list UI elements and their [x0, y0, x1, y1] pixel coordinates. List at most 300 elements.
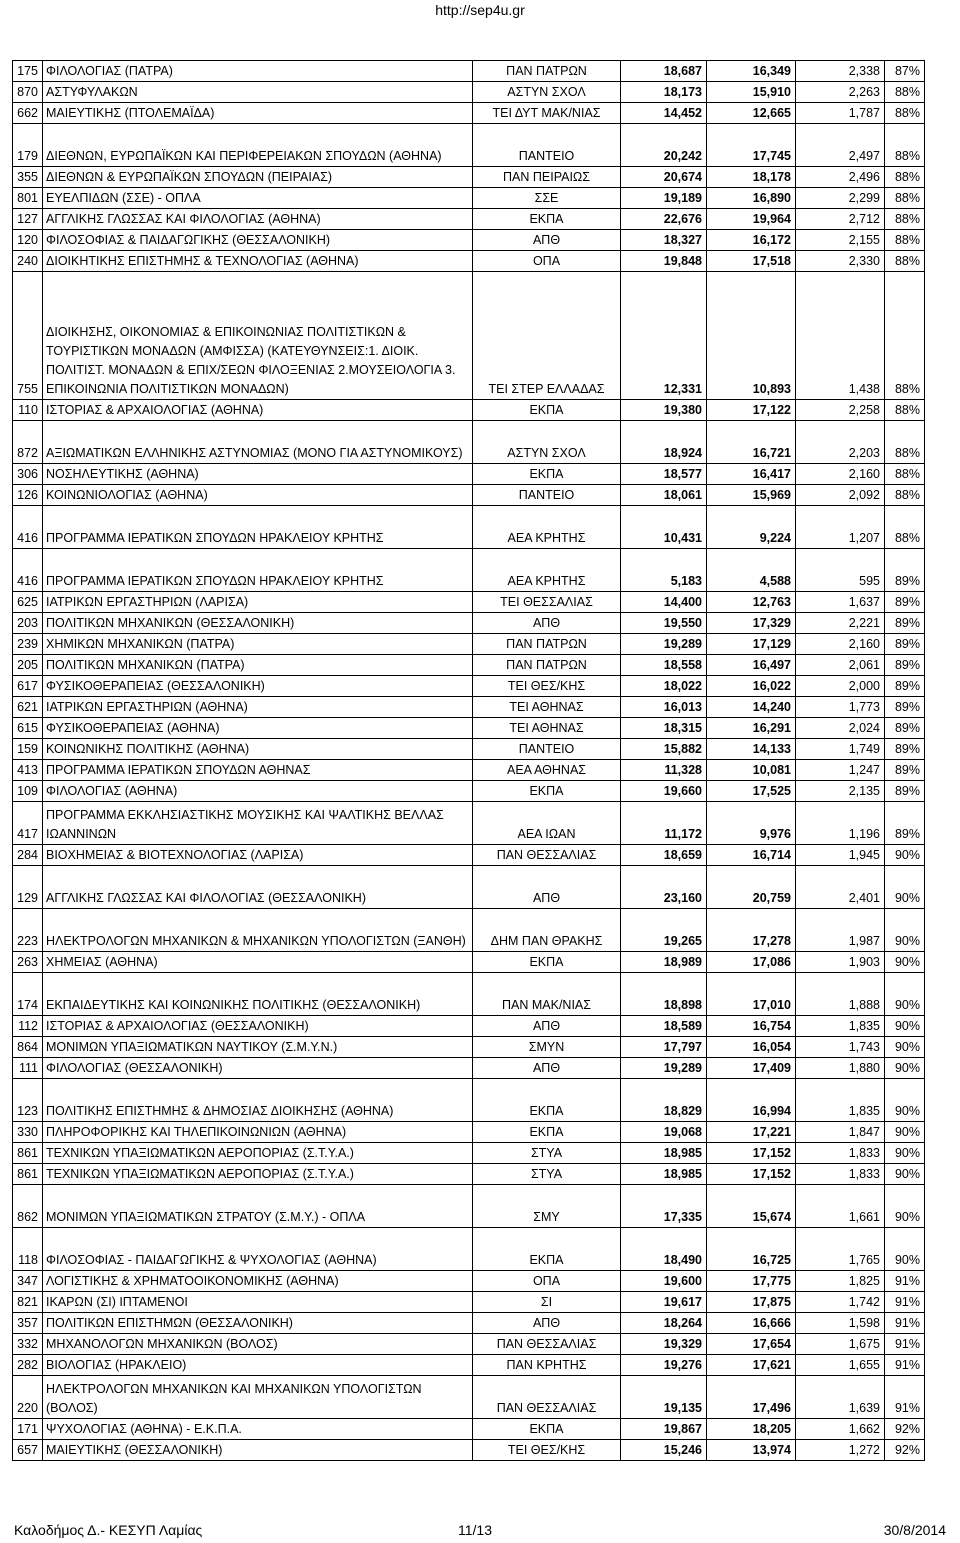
- row-code: 174: [13, 973, 43, 1016]
- row-value-3: 2,160: [796, 634, 885, 655]
- row-value-1: 19,289: [621, 1058, 707, 1079]
- row-value-2: 15,969: [707, 485, 796, 506]
- row-percent: 88%: [885, 272, 925, 400]
- row-percent: 91%: [885, 1292, 925, 1313]
- row-value-2: 12,665: [707, 103, 796, 124]
- row-code: 621: [13, 697, 43, 718]
- table-row: [13, 973, 925, 1016]
- row-department: ΚΟΙΝΩΝΙΚΗΣ ΠΟΛΙΤΙΚΗΣ (ΑΘΗΝΑ): [43, 739, 473, 760]
- row-code: 821: [13, 1292, 43, 1313]
- row-value-2: 16,721: [707, 421, 796, 464]
- table-row: [13, 485, 925, 506]
- row-department: ΧΗΜΕΙΑΣ (ΑΘΗΝΑ): [43, 952, 473, 973]
- row-value-1: 16,013: [621, 697, 707, 718]
- row-value-1: 10,431: [621, 506, 707, 549]
- row-percent: 89%: [885, 760, 925, 781]
- row-value-2: 17,152: [707, 1164, 796, 1185]
- row-code: 118: [13, 1228, 43, 1271]
- row-department: ΑΣΤΥΦΥΛΑΚΩΝ: [43, 82, 473, 103]
- row-value-3: 1,987: [796, 909, 885, 952]
- row-value-1: 18,022: [621, 676, 707, 697]
- row-institution: ΤΕΙ ΘΕΣΣΑΛΙΑΣ: [473, 592, 621, 613]
- row-value-2: 19,964: [707, 209, 796, 230]
- row-department: ΛΟΓΙΣΤΙΚΗΣ & ΧΡΗΜΑΤΟΟΙΚΟΝΟΜΙΚΗΣ (ΑΘΗΝΑ): [43, 1271, 473, 1292]
- row-value-3: 1,833: [796, 1143, 885, 1164]
- row-value-1: 18,558: [621, 655, 707, 676]
- row-value-3: 2,160: [796, 464, 885, 485]
- row-value-2: 14,240: [707, 697, 796, 718]
- row-percent: 90%: [885, 1122, 925, 1143]
- row-institution: ΑΕΑ ΙΩΑΝ: [473, 802, 621, 845]
- row-institution: ΣΙ: [473, 1292, 621, 1313]
- row-value-1: 18,327: [621, 230, 707, 251]
- row-value-1: 18,924: [621, 421, 707, 464]
- row-code: 416: [13, 506, 43, 549]
- row-value-1: 18,985: [621, 1143, 707, 1164]
- row-code: 159: [13, 739, 43, 760]
- table-row: [13, 1122, 925, 1143]
- row-value-3: 2,000: [796, 676, 885, 697]
- row-institution: ΟΠΑ: [473, 251, 621, 272]
- table-row: [13, 1313, 925, 1334]
- row-department: ΤΕΧΝΙΚΩΝ ΥΠΑΞΙΩΜΑΤΙΚΩΝ ΑΕΡΟΠΟΡΙΑΣ (Σ.Τ.Υ.Α.): [43, 1164, 473, 1185]
- row-value-2: 16,666: [707, 1313, 796, 1334]
- row-value-2: 12,763: [707, 592, 796, 613]
- row-value-1: 19,276: [621, 1355, 707, 1376]
- table-row: [13, 549, 925, 592]
- row-percent: 89%: [885, 697, 925, 718]
- table-row: [13, 464, 925, 485]
- row-department: ΜΟΝΙΜΩΝ ΥΠΑΞΙΩΜΑΤΙΚΩΝ ΝΑΥΤΙΚΟΥ (Σ.Μ.Υ.Ν.): [43, 1037, 473, 1058]
- row-value-3: 2,221: [796, 613, 885, 634]
- row-value-3: 1,945: [796, 845, 885, 866]
- row-value-3: 1,438: [796, 272, 885, 400]
- row-value-1: 22,676: [621, 209, 707, 230]
- row-percent: 90%: [885, 1058, 925, 1079]
- table-row: [13, 1185, 925, 1228]
- row-code: 239: [13, 634, 43, 655]
- table-row: [13, 1016, 925, 1037]
- row-value-2: 17,221: [707, 1122, 796, 1143]
- row-value-3: 1,787: [796, 103, 885, 124]
- row-value-3: 2,203: [796, 421, 885, 464]
- row-value-3: 2,401: [796, 866, 885, 909]
- row-value-1: 18,589: [621, 1016, 707, 1037]
- row-percent: 89%: [885, 802, 925, 845]
- row-value-1: 11,328: [621, 760, 707, 781]
- row-value-3: 1,742: [796, 1292, 885, 1313]
- row-value-3: 1,773: [796, 697, 885, 718]
- row-code: 625: [13, 592, 43, 613]
- row-percent: 89%: [885, 676, 925, 697]
- table-row: [13, 82, 925, 103]
- row-value-2: 16,754: [707, 1016, 796, 1037]
- row-institution: ΠΑΝΤΕΙΟ: [473, 485, 621, 506]
- row-percent: 88%: [885, 82, 925, 103]
- row-institution: ΑΠΘ: [473, 1016, 621, 1037]
- row-department: ΔΙΕΘΝΩΝ & ΕΥΡΩΠΑΪΚΩΝ ΣΠΟΥΔΩΝ (ΠΕΙΡΑΙΑΣ): [43, 167, 473, 188]
- row-value-2: 14,133: [707, 739, 796, 760]
- row-department: ΦΙΛΟΛΟΓΙΑΣ (ΠΑΤΡΑ): [43, 61, 473, 82]
- row-code: 416: [13, 549, 43, 592]
- table-row: [13, 718, 925, 739]
- row-department: ΦΙΛΟΛΟΓΙΑΣ (ΘΕΣΣΑΛΟΝΙΚΗ): [43, 1058, 473, 1079]
- row-percent: 88%: [885, 421, 925, 464]
- row-department: ΔΙΟΙΚΗΤΙΚΗΣ ΕΠΙΣΤΗΜΗΣ & ΤΕΧΝΟΛΟΓΙΑΣ (ΑΘΗΝΑ): [43, 251, 473, 272]
- row-institution: ΑΠΘ: [473, 230, 621, 251]
- table-row: [13, 1164, 925, 1185]
- row-institution: ΕΚΠΑ: [473, 1122, 621, 1143]
- row-value-2: 18,178: [707, 167, 796, 188]
- row-department: ΦΙΛΟΛΟΓΙΑΣ (ΑΘΗΝΑ): [43, 781, 473, 802]
- row-value-1: 12,331: [621, 272, 707, 400]
- row-department: ΠΡΟΓΡΑΜΜΑ ΙΕΡΑΤΙΚΩΝ ΣΠΟΥΔΩΝ ΗΡΑΚΛΕΙΟΥ ΚΡΗΤΗΣ: [43, 506, 473, 549]
- row-value-1: 19,550: [621, 613, 707, 634]
- row-value-3: 2,024: [796, 718, 885, 739]
- row-value-1: 18,264: [621, 1313, 707, 1334]
- row-value-3: 1,743: [796, 1037, 885, 1058]
- row-value-1: 23,160: [621, 866, 707, 909]
- row-code: 175: [13, 61, 43, 82]
- row-value-3: 1,835: [796, 1016, 885, 1037]
- row-percent: 89%: [885, 655, 925, 676]
- table-row: [13, 167, 925, 188]
- row-value-2: 17,525: [707, 781, 796, 802]
- row-institution: ΑΠΘ: [473, 1313, 621, 1334]
- row-value-3: 1,835: [796, 1079, 885, 1122]
- row-value-1: 18,315: [621, 718, 707, 739]
- row-value-2: 17,875: [707, 1292, 796, 1313]
- row-code: 617: [13, 676, 43, 697]
- row-department: ΗΛΕΚΤΡΟΛΟΓΩΝ ΜΗΧΑΝΙΚΩΝ & ΜΗΧΑΝΙΚΩΝ ΥΠΟΛΟΓΙΣΤΩΝ (ΞΑΝΘΗ): [43, 909, 473, 952]
- table-row: [13, 655, 925, 676]
- row-value-2: 16,497: [707, 655, 796, 676]
- table-row: [13, 421, 925, 464]
- row-value-2: 15,910: [707, 82, 796, 103]
- table-row: [13, 230, 925, 251]
- row-department: ΠΡΟΓΡΑΜΜΑ ΙΕΡΑΤΙΚΩΝ ΣΠΟΥΔΩΝ ΗΡΑΚΛΕΙΟΥ ΚΡΗΤΗΣ: [43, 549, 473, 592]
- row-institution: ΑΕΑ ΚΡΗΤΗΣ: [473, 506, 621, 549]
- row-code: 332: [13, 1334, 43, 1355]
- row-code: 110: [13, 400, 43, 421]
- row-percent: 90%: [885, 952, 925, 973]
- row-value-3: 1,639: [796, 1376, 885, 1419]
- row-code: 282: [13, 1355, 43, 1376]
- row-value-3: 2,135: [796, 781, 885, 802]
- table-row: [13, 1228, 925, 1271]
- row-code: 357: [13, 1313, 43, 1334]
- row-department: ΤΕΧΝΙΚΩΝ ΥΠΑΞΙΩΜΑΤΙΚΩΝ ΑΕΡΟΠΟΡΙΑΣ (Σ.Τ.Υ.Α.): [43, 1143, 473, 1164]
- row-value-2: 9,976: [707, 802, 796, 845]
- row-department: ΙΑΤΡΙΚΩΝ ΕΡΓΑΣΤΗΡΙΩΝ (ΛΑΡΙΣΑ): [43, 592, 473, 613]
- table-row: [13, 866, 925, 909]
- row-institution: ΠΑΝΤΕΙΟ: [473, 739, 621, 760]
- row-value-2: 17,329: [707, 613, 796, 634]
- row-value-3: 1,765: [796, 1228, 885, 1271]
- row-institution: ΕΚΠΑ: [473, 781, 621, 802]
- row-value-2: 18,205: [707, 1419, 796, 1440]
- row-value-2: 17,129: [707, 634, 796, 655]
- row-value-3: 1,675: [796, 1334, 885, 1355]
- row-value-2: 17,654: [707, 1334, 796, 1355]
- row-institution: ΣΤΥΑ: [473, 1164, 621, 1185]
- row-value-1: 14,452: [621, 103, 707, 124]
- row-value-2: 16,054: [707, 1037, 796, 1058]
- row-value-2: 16,725: [707, 1228, 796, 1271]
- results-table: [12, 60, 925, 1461]
- row-code: 284: [13, 845, 43, 866]
- row-value-3: 2,155: [796, 230, 885, 251]
- row-code: 223: [13, 909, 43, 952]
- row-percent: 88%: [885, 188, 925, 209]
- table-row: [13, 1143, 925, 1164]
- row-department: ΜΗΧΑΝΟΛΟΓΩΝ ΜΗΧΑΝΙΚΩΝ (ΒΟΛΟΣ): [43, 1334, 473, 1355]
- row-value-1: 20,674: [621, 167, 707, 188]
- row-value-3: 2,299: [796, 188, 885, 209]
- row-value-3: 2,496: [796, 167, 885, 188]
- table-row: [13, 1271, 925, 1292]
- row-percent: 87%: [885, 61, 925, 82]
- row-code: 861: [13, 1143, 43, 1164]
- row-institution: ΕΚΠΑ: [473, 1079, 621, 1122]
- table-row: [13, 209, 925, 230]
- table-row: [13, 400, 925, 421]
- row-code: 205: [13, 655, 43, 676]
- row-value-1: 19,289: [621, 634, 707, 655]
- row-institution: ΣΤΥΑ: [473, 1143, 621, 1164]
- row-percent: 90%: [885, 1164, 925, 1185]
- row-value-1: 19,660: [621, 781, 707, 802]
- row-percent: 89%: [885, 781, 925, 802]
- row-percent: 90%: [885, 866, 925, 909]
- table-row: [13, 103, 925, 124]
- row-value-1: 19,617: [621, 1292, 707, 1313]
- table-row: [13, 506, 925, 549]
- row-percent: 89%: [885, 613, 925, 634]
- row-institution: ΤΕΙ ΘΕΣ/ΚΗΣ: [473, 676, 621, 697]
- row-institution: ΠΑΝ ΠΑΤΡΩΝ: [473, 61, 621, 82]
- row-percent: 90%: [885, 1016, 925, 1037]
- row-department: ΜΑΙΕΥΤΙΚΗΣ (ΘΕΣΣΑΛΟΝΙΚΗ): [43, 1440, 473, 1461]
- row-code: 755: [13, 272, 43, 400]
- row-value-3: 1,825: [796, 1271, 885, 1292]
- row-value-1: 18,829: [621, 1079, 707, 1122]
- row-code: 263: [13, 952, 43, 973]
- row-value-2: 10,893: [707, 272, 796, 400]
- row-value-3: 1,247: [796, 760, 885, 781]
- row-department: ΑΞΙΩΜΑΤΙΚΩΝ ΕΛΛΗΝΙΚΗΣ ΑΣΤΥΝΟΜΙΑΣ (ΜΟΝΟ ΓΙΑ ΑΣΤΥΝΟΜΙΚΟΥΣ): [43, 421, 473, 464]
- row-percent: 89%: [885, 718, 925, 739]
- row-value-2: 17,010: [707, 973, 796, 1016]
- row-department: ΒΙΟΧΗΜΕΙΑΣ & ΒΙΟΤΕΧΝΟΛΟΓΙΑΣ (ΛΑΡΙΣΑ): [43, 845, 473, 866]
- row-code: 171: [13, 1419, 43, 1440]
- row-value-2: 17,152: [707, 1143, 796, 1164]
- row-code: 662: [13, 103, 43, 124]
- table-row: [13, 952, 925, 973]
- row-institution: ΣΜΥΝ: [473, 1037, 621, 1058]
- row-percent: 88%: [885, 464, 925, 485]
- table-row: [13, 1079, 925, 1122]
- row-percent: 88%: [885, 485, 925, 506]
- row-value-3: 595: [796, 549, 885, 592]
- row-percent: 88%: [885, 209, 925, 230]
- row-value-1: 18,989: [621, 952, 707, 973]
- row-value-1: 11,172: [621, 802, 707, 845]
- row-value-2: 16,172: [707, 230, 796, 251]
- row-institution: ΤΕΙ ΔΥΤ ΜΑΚ/ΝΙΑΣ: [473, 103, 621, 124]
- row-percent: 90%: [885, 1143, 925, 1164]
- row-value-3: 1,847: [796, 1122, 885, 1143]
- row-institution: ΤΕΙ ΘΕΣ/ΚΗΣ: [473, 1440, 621, 1461]
- row-institution: ΟΠΑ: [473, 1271, 621, 1292]
- row-code: 240: [13, 251, 43, 272]
- row-code: 801: [13, 188, 43, 209]
- row-value-1: 19,867: [621, 1419, 707, 1440]
- table-row: [13, 1419, 925, 1440]
- row-value-1: 19,848: [621, 251, 707, 272]
- row-department: ΠΡΟΓΡΑΜΜΑ ΙΕΡΑΤΙΚΩΝ ΣΠΟΥΔΩΝ ΑΘΗΝΑΣ: [43, 760, 473, 781]
- row-percent: 92%: [885, 1440, 925, 1461]
- header-url[interactable]: http://sep4u.gr: [435, 2, 525, 18]
- row-value-3: 2,061: [796, 655, 885, 676]
- row-institution: ΑΠΘ: [473, 866, 621, 909]
- row-value-3: 1,662: [796, 1419, 885, 1440]
- table-row: [13, 188, 925, 209]
- row-percent: 92%: [885, 1419, 925, 1440]
- row-value-2: 17,122: [707, 400, 796, 421]
- table-row: [13, 613, 925, 634]
- row-value-1: 5,183: [621, 549, 707, 592]
- table-row: [13, 272, 925, 400]
- row-department: ΔΙΟΙΚΗΣΗΣ, ΟΙΚΟΝΟΜΙΑΣ & ΕΠΙΚΟΙΝΩΝΙΑΣ ΠΟΛΙΤΙΣΤΙΚΩΝ & ΤΟΥΡΙΣΤΙΚΩΝ ΜΟΝΑΔΩΝ (ΑΜΦΙΣΣΑ) (ΚΑΤΕΥΘΥΝΣΕΙΣ:1. ΔΙΟΙΚ. ΠΟΛΙΤΙΣΤ. ΜΟΝΑΔΩΝ & ΕΠΙΧ/ΣΕΩΝ ΦΙΛΟΞΕΝΙΑΣ 2.ΜΟΥΣΕΙΟΛΟΓΙΑ 3. ΕΠΙΚΟΙΝΩΝΙΑ ΠΟΛΙΤΙΣΤΙΚΩΝ ΜΟΝΑΔΩΝ): [43, 272, 473, 400]
- row-value-1: 17,335: [621, 1185, 707, 1228]
- row-value-2: 17,621: [707, 1355, 796, 1376]
- row-department: ΦΙΛΟΣΟΦΙΑΣ & ΠΑΙΔΑΓΩΓΙΚΗΣ (ΘΕΣΣΑΛΟΝΙΚΗ): [43, 230, 473, 251]
- row-code: 112: [13, 1016, 43, 1037]
- table-row: [13, 1037, 925, 1058]
- row-percent: 88%: [885, 506, 925, 549]
- footer-author: Καλοδήμος Δ.- ΚΕΣΥΠ Λαμίας: [14, 1522, 203, 1538]
- row-institution: ΤΕΙ ΑΘΗΝΑΣ: [473, 697, 621, 718]
- row-value-1: 18,659: [621, 845, 707, 866]
- row-percent: 88%: [885, 167, 925, 188]
- row-code: 111: [13, 1058, 43, 1079]
- row-code: 615: [13, 718, 43, 739]
- row-institution: ΠΑΝ ΚΡΗΤΗΣ: [473, 1355, 621, 1376]
- row-department: ΠΟΛΙΤΙΚΗΣ ΕΠΙΣΤΗΜΗΣ & ΔΗΜΟΣΙΑΣ ΔΙΟΙΚΗΣΗΣ (ΑΘΗΝΑ): [43, 1079, 473, 1122]
- row-value-3: 2,258: [796, 400, 885, 421]
- table-row: [13, 1440, 925, 1461]
- row-value-1: 14,400: [621, 592, 707, 613]
- row-department: ΙΑΤΡΙΚΩΝ ΕΡΓΑΣΤΗΡΙΩΝ (ΑΘΗΝΑ): [43, 697, 473, 718]
- row-department: ΠΛΗΡΟΦΟΡΙΚΗΣ ΚΑΙ ΤΗΛΕΠΙΚΟΙΝΩΝΙΩΝ (ΑΘΗΝΑ): [43, 1122, 473, 1143]
- row-value-2: 16,022: [707, 676, 796, 697]
- row-value-2: 16,994: [707, 1079, 796, 1122]
- row-value-1: 18,898: [621, 973, 707, 1016]
- table-row: [13, 845, 925, 866]
- row-value-2: 17,496: [707, 1376, 796, 1419]
- row-value-2: 10,081: [707, 760, 796, 781]
- row-institution: ΕΚΠΑ: [473, 952, 621, 973]
- row-department: ΠΟΛΙΤΙΚΩΝ ΜΗΧΑΝΙΚΩΝ (ΘΕΣΣΑΛΟΝΙΚΗ): [43, 613, 473, 634]
- table-row: [13, 781, 925, 802]
- row-value-2: 16,417: [707, 464, 796, 485]
- row-value-2: 4,588: [707, 549, 796, 592]
- row-value-2: 16,349: [707, 61, 796, 82]
- row-code: 120: [13, 230, 43, 251]
- table-row: [13, 697, 925, 718]
- row-institution: ΕΚΠΑ: [473, 400, 621, 421]
- row-value-1: 19,600: [621, 1271, 707, 1292]
- row-department: ΠΟΛΙΤΙΚΩΝ ΕΠΙΣΤΗΜΩΝ (ΘΕΣΣΑΛΟΝΙΚΗ): [43, 1313, 473, 1334]
- row-department: ΦΥΣΙΚΟΘΕΡΑΠΕΙΑΣ (ΘΕΣΣΑΛΟΝΙΚΗ): [43, 676, 473, 697]
- row-value-3: 1,598: [796, 1313, 885, 1334]
- row-code: 872: [13, 421, 43, 464]
- row-institution: ΠΑΝ ΠΑΤΡΩΝ: [473, 655, 621, 676]
- row-value-1: 19,329: [621, 1334, 707, 1355]
- row-value-3: 1,637: [796, 592, 885, 613]
- row-value-2: 16,890: [707, 188, 796, 209]
- row-value-3: 1,880: [796, 1058, 885, 1079]
- row-code: 330: [13, 1122, 43, 1143]
- row-percent: 88%: [885, 230, 925, 251]
- row-code: 126: [13, 485, 43, 506]
- row-code: 109: [13, 781, 43, 802]
- row-institution: ΕΚΠΑ: [473, 1419, 621, 1440]
- row-value-2: 15,674: [707, 1185, 796, 1228]
- table-row: [13, 739, 925, 760]
- row-department: ΦΙΛΟΣΟΦΙΑΣ - ΠΑΙΔΑΓΩΓΙΚΗΣ & ΨΥΧΟΛΟΓΙΑΣ (ΑΘΗΝΑ): [43, 1228, 473, 1271]
- row-code: 417: [13, 802, 43, 845]
- row-value-1: 19,068: [621, 1122, 707, 1143]
- table-row: [13, 634, 925, 655]
- row-institution: ΣΣΕ: [473, 188, 621, 209]
- footer-page-number: 11/13: [458, 1522, 492, 1538]
- row-value-2: 17,086: [707, 952, 796, 973]
- row-code: 861: [13, 1164, 43, 1185]
- row-value-1: 18,490: [621, 1228, 707, 1271]
- row-value-3: 2,263: [796, 82, 885, 103]
- row-institution: ΠΑΝ ΘΕΣΣΑΛΙΑΣ: [473, 845, 621, 866]
- row-percent: 90%: [885, 909, 925, 952]
- row-value-2: 17,518: [707, 251, 796, 272]
- row-percent: 90%: [885, 1228, 925, 1271]
- row-institution: ΤΕΙ ΑΘΗΝΑΣ: [473, 718, 621, 739]
- row-code: 123: [13, 1079, 43, 1122]
- row-code: 864: [13, 1037, 43, 1058]
- row-institution: ΑΕΑ ΑΘΗΝΑΣ: [473, 760, 621, 781]
- row-institution: ΠΑΝ ΘΕΣΣΑΛΙΑΣ: [473, 1334, 621, 1355]
- row-value-3: 1,196: [796, 802, 885, 845]
- table-row: [13, 1292, 925, 1313]
- row-value-3: 1,207: [796, 506, 885, 549]
- row-percent: 91%: [885, 1355, 925, 1376]
- row-value-1: 19,189: [621, 188, 707, 209]
- row-department: ΑΓΓΛΙΚΗΣ ΓΛΩΣΣΑΣ ΚΑΙ ΦΙΛΟΛΟΓΙΑΣ (ΑΘΗΝΑ): [43, 209, 473, 230]
- page-footer: [0, 1522, 960, 1542]
- row-code: 127: [13, 209, 43, 230]
- row-value-2: 16,714: [707, 845, 796, 866]
- row-percent: 91%: [885, 1334, 925, 1355]
- row-department: ΨΥΧΟΛΟΓΙΑΣ (ΑΘΗΝΑ) - Ε.Κ.Π.Α.: [43, 1419, 473, 1440]
- table-row: [13, 676, 925, 697]
- row-value-1: 19,135: [621, 1376, 707, 1419]
- row-value-1: 18,985: [621, 1164, 707, 1185]
- row-value-2: 17,775: [707, 1271, 796, 1292]
- row-department: ΝΟΣΗΛΕΥΤΙΚΗΣ (ΑΘΗΝΑ): [43, 464, 473, 485]
- row-institution: ΕΚΠΑ: [473, 209, 621, 230]
- row-value-1: 18,173: [621, 82, 707, 103]
